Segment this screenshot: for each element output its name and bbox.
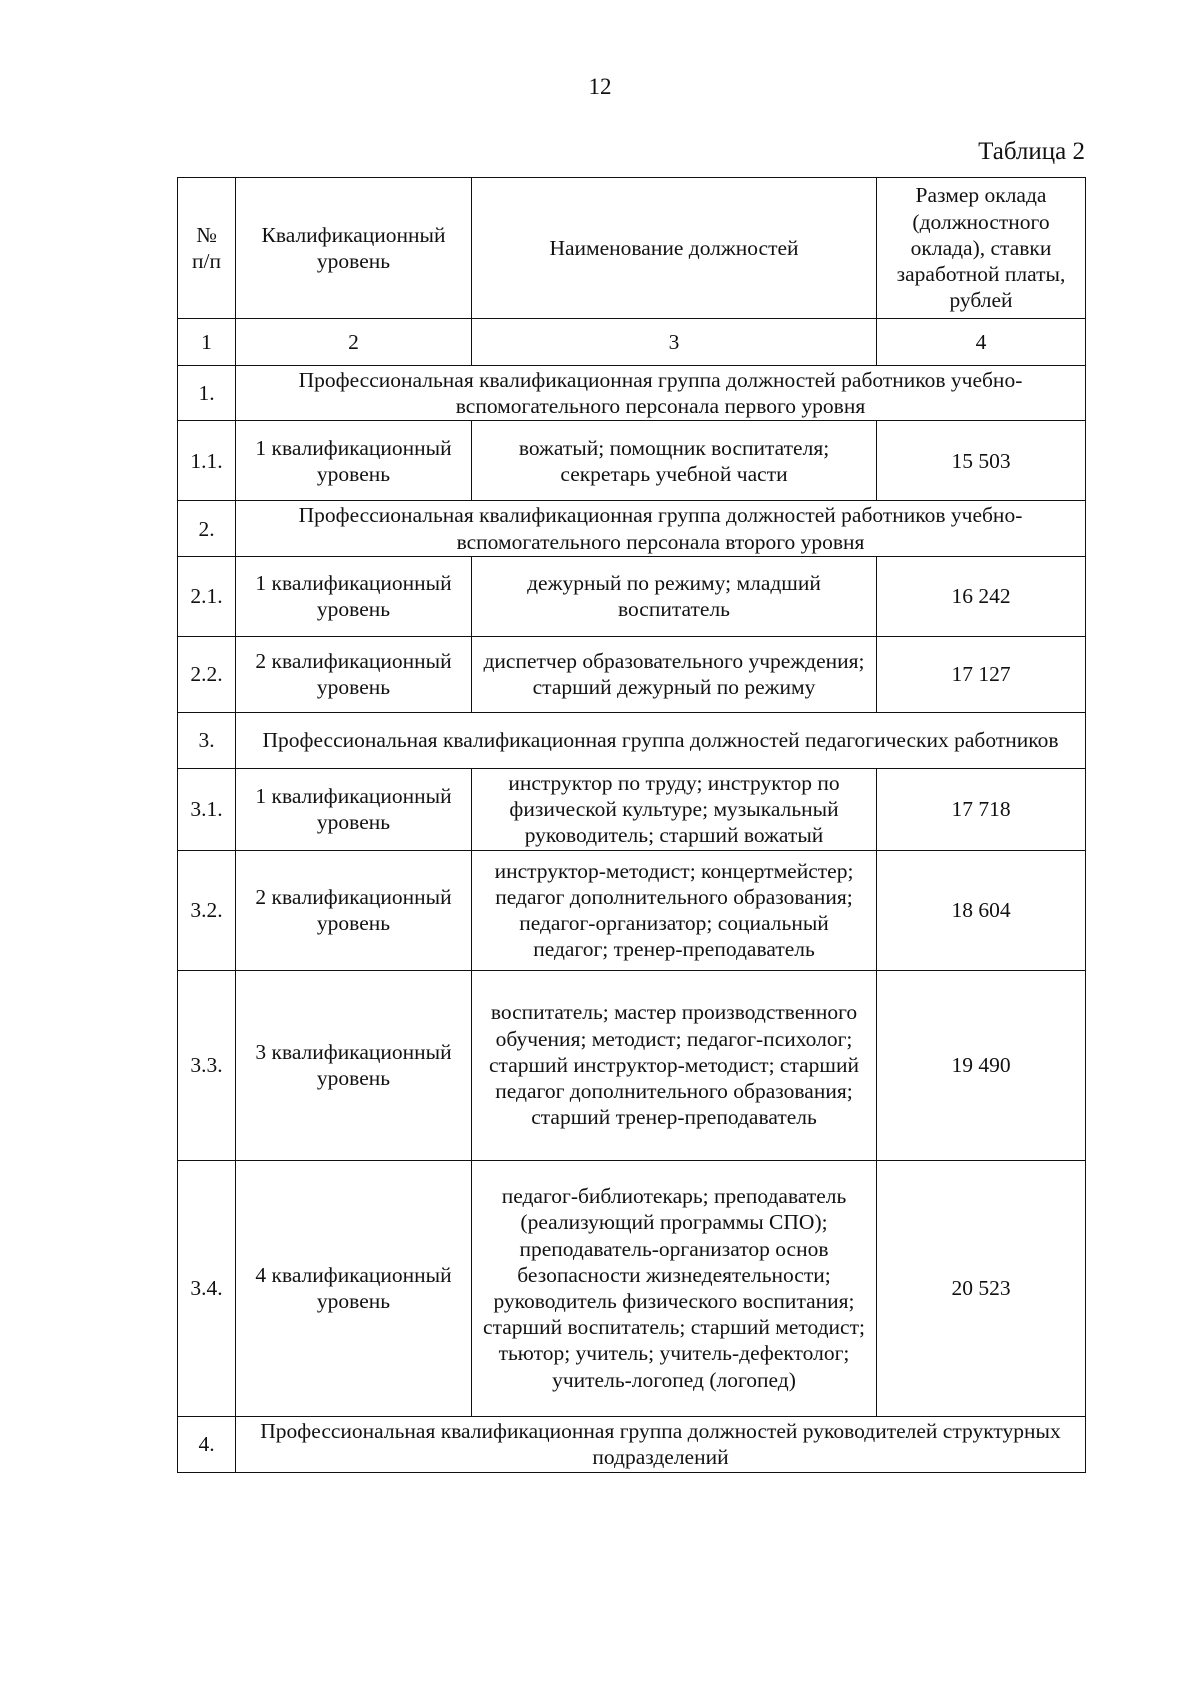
group-title: Профессиональная квалификационная группа должностей руководителей структурных подразделений [236,1416,1086,1472]
qualification-level: 1 квалификационный уровень [236,768,472,850]
group-title: Профессиональная квалификационная группа должностей работников учебно-вспомогательного персонала второго уровня [236,501,1086,556]
qualification-level: 1 квалификационный уровень [236,421,472,501]
table-row [178,556,1086,636]
row-number: 3. [178,712,236,768]
position-names: инструктор-методист; концертмейстер; педагог дополнительного образования; педагог-организатор; социальный педагог; тренер-преподаватель [472,850,877,970]
column-index-cell: 4 [877,319,1086,366]
salary-value: 15 503 [877,421,1086,501]
salary-value: 18 604 [877,850,1086,970]
column-index-cell: 1 [178,319,236,366]
header-num: № п/п [178,178,236,319]
table-row [178,1160,1086,1416]
header-level: Квалификационный уровень [236,178,472,319]
group-row [178,712,1086,768]
position-names: воспитатель; мастер производственного обучения; методист; педагог-психолог; старший инструктор-методист; старший педагог дополнительного образования; старший тренер-преподаватель [472,970,877,1160]
column-index-cell: 2 [236,319,472,366]
qualification-level: 2 квалификационный уровень [236,636,472,712]
row-number: 3.1. [178,768,236,850]
salary-value: 17 127 [877,636,1086,712]
qualification-level: 3 квалификационный уровень [236,970,472,1160]
table-row [178,636,1086,712]
page-number: 12 [588,74,612,99]
salary-value: 20 523 [877,1160,1086,1416]
position-names: дежурный по режиму; младший воспитатель [472,556,877,636]
row-number: 2.2. [178,636,236,712]
group-title: Профессиональная квалификационная группа должностей работников учебно-вспомогательного персонала первого уровня [236,366,1086,421]
row-number: 3.2. [178,850,236,970]
group-row [178,501,1086,556]
salary-value: 17 718 [877,768,1086,850]
group-title: Профессиональная квалификационная группа должностей педагогических работников [236,712,1086,768]
header-positions: Наименование должностей [472,178,877,319]
header-salary: Размер оклада (должностного оклада), ставки заработной платы, рублей [877,178,1086,319]
row-number: 1.1. [178,421,236,501]
column-index-cell: 3 [472,319,877,366]
row-number: 3.3. [178,970,236,1160]
position-names: инструктор по труду; инструктор по физической культуре; музыкальный руководитель; старший вожатый [472,768,877,850]
row-number: 2.1. [178,556,236,636]
group-row [178,366,1086,421]
salary-value: 19 490 [877,970,1086,1160]
table-row [178,970,1086,1160]
table-row [178,421,1086,501]
salary-value: 16 242 [877,556,1086,636]
position-names: диспетчер образовательного учреждения; старший дежурный по режиму [472,636,877,712]
group-row [178,1416,1086,1472]
table-body [178,366,1086,1473]
row-number: 1. [178,366,236,421]
table-row [178,768,1086,850]
position-names: педагог-библиотекарь; преподаватель (реализующий программы СПО); преподаватель-организатор основ безопасности жизнедеятельности; руководитель физического воспитания; старший воспитатель; старший методист; тьютор; учитель; учитель-дефектолог; учитель-логопед (логопед) [472,1160,877,1416]
row-number: 2. [178,501,236,556]
salary-table [177,177,1086,1473]
row-number: 4. [178,1416,236,1472]
table-row [178,850,1086,970]
qualification-level: 4 квалификационный уровень [236,1160,472,1416]
column-index-row [178,319,1086,366]
qualification-level: 2 квалификационный уровень [236,850,472,970]
header-row [178,178,1086,319]
row-number: 3.4. [178,1160,236,1416]
table-caption: Таблица 2 [978,138,1085,165]
qualification-level: 1 квалификационный уровень [236,556,472,636]
position-names: вожатый; помощник воспитателя; секретарь учебной части [472,421,877,501]
